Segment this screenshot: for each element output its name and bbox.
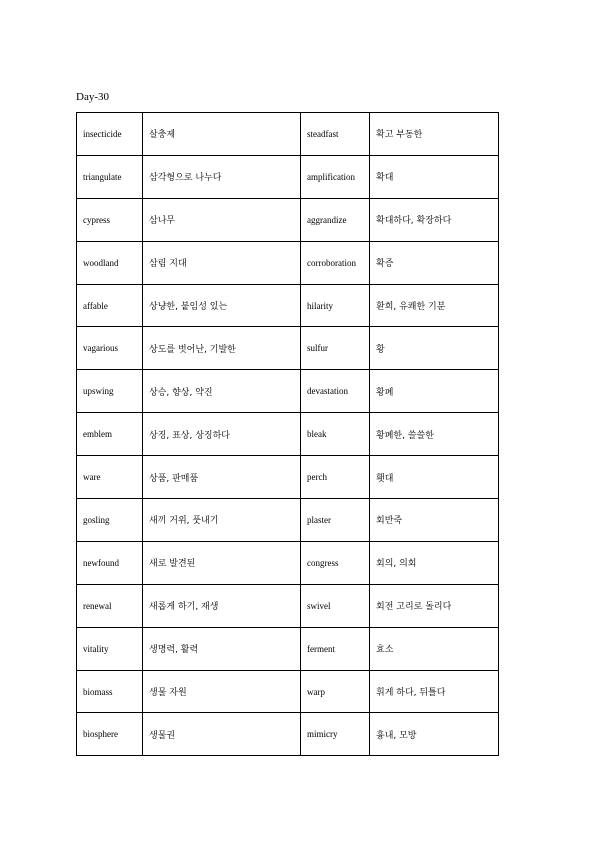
- english-word: aggrandize: [301, 198, 370, 241]
- english-word: affable: [77, 284, 143, 327]
- korean-meaning: 상품, 판매품: [143, 456, 301, 499]
- table-row: [77, 670, 499, 713]
- table-row: [77, 541, 499, 584]
- table-row: [77, 113, 499, 156]
- korean-meaning: 새롭게 하기, 재생: [143, 584, 301, 627]
- vocabulary-table: [76, 112, 499, 756]
- korean-meaning: 환희, 유쾌한 기분: [370, 284, 499, 327]
- korean-meaning: 새끼 거위, 풋내기: [143, 499, 301, 542]
- table-row: [77, 284, 499, 327]
- english-word: triangulate: [77, 155, 143, 198]
- english-word: newfound: [77, 541, 143, 584]
- korean-meaning: 회전 고리로 돌리다: [370, 584, 499, 627]
- table-row: [77, 499, 499, 542]
- korean-meaning: 삼각형으로 나누다: [143, 155, 301, 198]
- korean-meaning: 상도를 벗어난, 기발한: [143, 327, 301, 370]
- korean-meaning: 상냥한, 붙임성 있는: [143, 284, 301, 327]
- english-word: biosphere: [77, 713, 143, 756]
- korean-meaning: 생명력, 활력: [143, 627, 301, 670]
- english-word: corroboration: [301, 241, 370, 284]
- korean-meaning: 확대하다, 확장하다: [370, 198, 499, 241]
- table-row: [77, 627, 499, 670]
- english-word: vagarious: [77, 327, 143, 370]
- korean-meaning: 황폐: [370, 370, 499, 413]
- english-word: hilarity: [301, 284, 370, 327]
- english-word: vitality: [77, 627, 143, 670]
- korean-meaning: 삼나무: [143, 198, 301, 241]
- vocabulary-table-body: [77, 113, 499, 756]
- english-word: upswing: [77, 370, 143, 413]
- english-word: renewal: [77, 584, 143, 627]
- korean-meaning: 상승, 향상, 약진: [143, 370, 301, 413]
- korean-meaning: 휘게 하다, 뒤틀다: [370, 670, 499, 713]
- english-word: mimicry: [301, 713, 370, 756]
- english-word: plaster: [301, 499, 370, 542]
- english-word: amplification: [301, 155, 370, 198]
- korean-meaning: 살충제: [143, 113, 301, 156]
- english-word: warp: [301, 670, 370, 713]
- korean-meaning: 회반죽: [370, 499, 499, 542]
- page-title: Day-30: [76, 91, 109, 103]
- korean-meaning: 확고 부동한: [370, 113, 499, 156]
- korean-meaning: 생물 자원: [143, 670, 301, 713]
- english-word: bleak: [301, 413, 370, 456]
- table-row: [77, 155, 499, 198]
- english-word: woodland: [77, 241, 143, 284]
- korean-meaning: 삼림 지대: [143, 241, 301, 284]
- english-word: ferment: [301, 627, 370, 670]
- table-row: [77, 413, 499, 456]
- english-word: cypress: [77, 198, 143, 241]
- korean-meaning: 효소: [370, 627, 499, 670]
- table-row: [77, 370, 499, 413]
- korean-meaning: 황: [370, 327, 499, 370]
- english-word: sulfur: [301, 327, 370, 370]
- english-word: congress: [301, 541, 370, 584]
- korean-meaning: 회의, 의회: [370, 541, 499, 584]
- table-row: [77, 713, 499, 756]
- korean-meaning: 상징, 표상, 상징하다: [143, 413, 301, 456]
- english-word: steadfast: [301, 113, 370, 156]
- english-word: gosling: [77, 499, 143, 542]
- table-row: [77, 241, 499, 284]
- english-word: swivel: [301, 584, 370, 627]
- korean-meaning: 흉내, 모방: [370, 713, 499, 756]
- korean-meaning: 새로 발견된: [143, 541, 301, 584]
- korean-meaning: 확증: [370, 241, 499, 284]
- korean-meaning: 황폐한, 쓸쓸한: [370, 413, 499, 456]
- table-row: [77, 327, 499, 370]
- english-word: ware: [77, 456, 143, 499]
- table-row: [77, 584, 499, 627]
- english-word: biomass: [77, 670, 143, 713]
- table-row: [77, 456, 499, 499]
- english-word: devastation: [301, 370, 370, 413]
- table-row: [77, 198, 499, 241]
- korean-meaning: 확대: [370, 155, 499, 198]
- korean-meaning: 생물권: [143, 713, 301, 756]
- korean-meaning: 횃대: [370, 456, 499, 499]
- english-word: emblem: [77, 413, 143, 456]
- english-word: insecticide: [77, 113, 143, 156]
- english-word: perch: [301, 456, 370, 499]
